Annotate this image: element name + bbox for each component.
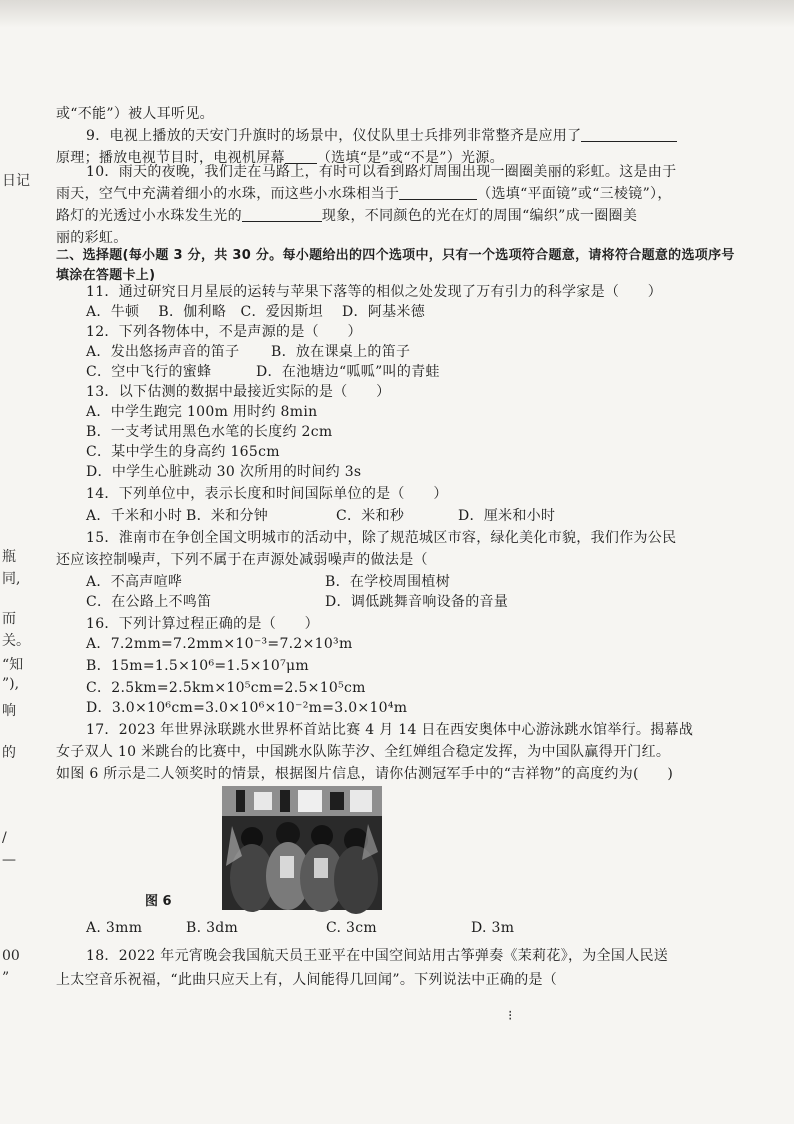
q10-line2	[56, 184, 754, 204]
option-a: A．千米和小时	[86, 508, 183, 524]
q14-options	[86, 506, 754, 526]
q17-line3: 如图 6 所示是二人领奖时的情景，根据图片信息，请你估测冠军手中的“吉祥物”的高度约为( )	[56, 766, 674, 782]
option-b: B．放在课桌上的笛子	[271, 344, 411, 360]
option-c: C．在公路上不鸣笛	[86, 594, 212, 610]
q13-stem: 13．以下估测的数据中最接近实际的是（ ）	[86, 384, 391, 400]
award-photo-image	[222, 786, 382, 910]
edge-fragment: 关。	[2, 633, 30, 649]
option-d: D. 3m	[471, 920, 515, 936]
edge-fragment: 的	[2, 745, 16, 761]
section-heading: 二、选择题(每小题 3 分，共 30 分。每小题给出的四个选项中，只有一个选项符合题意，请将符合题意的选项序号	[56, 248, 735, 263]
edge-fragment: ”),	[2, 676, 20, 692]
option-a: A．发出悠扬声音的笛子	[86, 344, 240, 360]
figure-caption: 图 6	[145, 894, 172, 909]
option-d: D．在池塘边“呱呱”叫的青蛙	[256, 364, 440, 380]
option-d: D．中学生心脏跳动 30 次所用的时间约 3s	[86, 464, 362, 480]
option-a: A．中学生跑完 100m 用时约 8min	[86, 404, 318, 420]
q10-line4: 丽的彩虹。	[56, 230, 128, 246]
q8-tail: 或“不能”）被人耳听见。	[56, 106, 214, 122]
q10-text: 雨天，空气中充满着细小的水珠，而这些小水珠相当于	[56, 186, 400, 202]
q17-line1: 17．2023 年世界泳联跳水世界杯首站比赛 4 月 14 日在西安奥体中心游泳跳水馆举行。揭幕战	[86, 722, 694, 738]
q11-options: A．牛顿 B．伽利略 C．爱因斯坦 D．阿基米德	[86, 304, 426, 320]
q9-text: （选填“是”或“不是”）光源。	[316, 150, 504, 166]
option-b: B．米和分钟	[186, 508, 269, 524]
q16-stem: 16．下列计算过程正确的是（ ）	[86, 616, 319, 632]
edge-fragment: 瓶	[2, 549, 16, 565]
option-d: D．厘米和小时	[458, 508, 556, 524]
q10-text: 路灯的光透过小水珠发生光的	[56, 208, 242, 224]
edge-fragment: /	[2, 830, 7, 846]
q10-line3	[56, 206, 754, 226]
option-d: D．调低跳舞音响设备的音量	[325, 594, 509, 610]
q17-options	[86, 918, 754, 938]
edge-fragment: 00	[2, 948, 20, 964]
left-page-edge	[0, 0, 28, 1124]
edge-fragment: ”	[2, 970, 10, 986]
edge-fragment: 日记	[2, 173, 30, 189]
option-c: C. 3cm	[326, 920, 377, 936]
scan-shadow	[0, 0, 794, 28]
option-d: D．3.0×10⁶cm=3.0×10⁶×10⁻²m=3.0×10⁴m	[86, 700, 408, 716]
option-c: C．某中学生的身高约 165cm	[86, 444, 280, 460]
q9-text: 原理；播放电视节目时，电视机屏幕	[56, 150, 285, 166]
option-b: B. 3dm	[186, 920, 239, 936]
q9-line1	[86, 126, 754, 146]
section-heading-cont: 填涂在答题卡上)	[56, 268, 156, 283]
option-b: B．在学校周围植树	[325, 574, 450, 590]
q15-line1: 15．淮南市在争创全国文明城市的活动中，除了规范城区市容，绿化美化市貌，我们作为公民	[86, 530, 677, 546]
q18-line2: 上太空音乐祝福，“此曲只应天上有，人间能得几回闻”。下列说法中正确的是（	[56, 972, 558, 988]
award-photo	[222, 786, 382, 910]
option-a: A. 3mm	[86, 920, 143, 936]
edge-fragment: —	[2, 852, 16, 868]
option-b: B．一支考试用黑色水笔的长度约 2cm	[86, 424, 333, 440]
answer-blank	[581, 127, 677, 142]
q18-line1: 18．2022 年元宵晚会我国航天员王亚平在中国空间站用古筝弹奏《茉莉花》，为全国人民送	[86, 948, 669, 964]
q10-text: 现象，不同颜色的光在灯的周围“编织”成一圈圈美	[321, 208, 638, 224]
q11-stem: 11．通过研究日月星辰的运转与苹果下落等的相似之处发现了万有引力的科学家是（ ）	[86, 284, 663, 300]
q12-options-row2	[86, 362, 754, 382]
q10-line1: 10．雨天的夜晚，我们走在马路上，有时可以看到路灯周围出现一圈圈美丽的彩虹。这是由于	[86, 164, 677, 180]
edge-fragment: 而	[2, 611, 16, 627]
edge-fragment: “知	[2, 657, 24, 673]
option-a: A．不高声喧哗	[86, 574, 183, 590]
edge-fragment: 同,	[2, 571, 21, 587]
option-b: B．15m=1.5×10⁶=1.5×10⁷μm	[86, 658, 309, 674]
q9-text: 9．电视上播放的天安门升旗时的场景中，仪仗队里士兵排列非常整齐是应用了	[86, 128, 582, 144]
q15-line2: 还应该控制噪声，下列不属于在声源处减弱噪声的做法是（	[56, 552, 428, 568]
q12-options-row1	[86, 342, 754, 362]
q14-stem: 14．下列单位中，表示长度和时间国际单位的是（ ）	[86, 486, 448, 502]
q17-line2: 女子双人 10 米跳台的比赛中，中国跳水队陈芋汐、全红婵组合稳定发挥，为中国队赢得开门红。	[56, 744, 671, 760]
q15-options-row1	[86, 572, 754, 592]
q10-text: （选填“平面镜”或“三棱镜”），	[477, 186, 672, 202]
scan-speck: ⁝	[508, 1008, 513, 1024]
option-a: A．7.2mm=7.2mm×10⁻³=7.2×10³m	[86, 636, 353, 652]
option-c: C．2.5km=2.5km×10⁵cm=2.5×10⁵cm	[86, 680, 366, 696]
q15-options-row2	[86, 592, 754, 612]
q12-stem: 12．下列各物体中，不是声源的是（ ）	[86, 324, 362, 340]
option-c: C．米和秒	[336, 508, 405, 524]
answer-blank	[242, 207, 322, 222]
edge-fragment: 响	[2, 703, 16, 719]
option-c: C．空中飞行的蜜蜂	[86, 364, 212, 380]
answer-blank	[399, 185, 477, 200]
